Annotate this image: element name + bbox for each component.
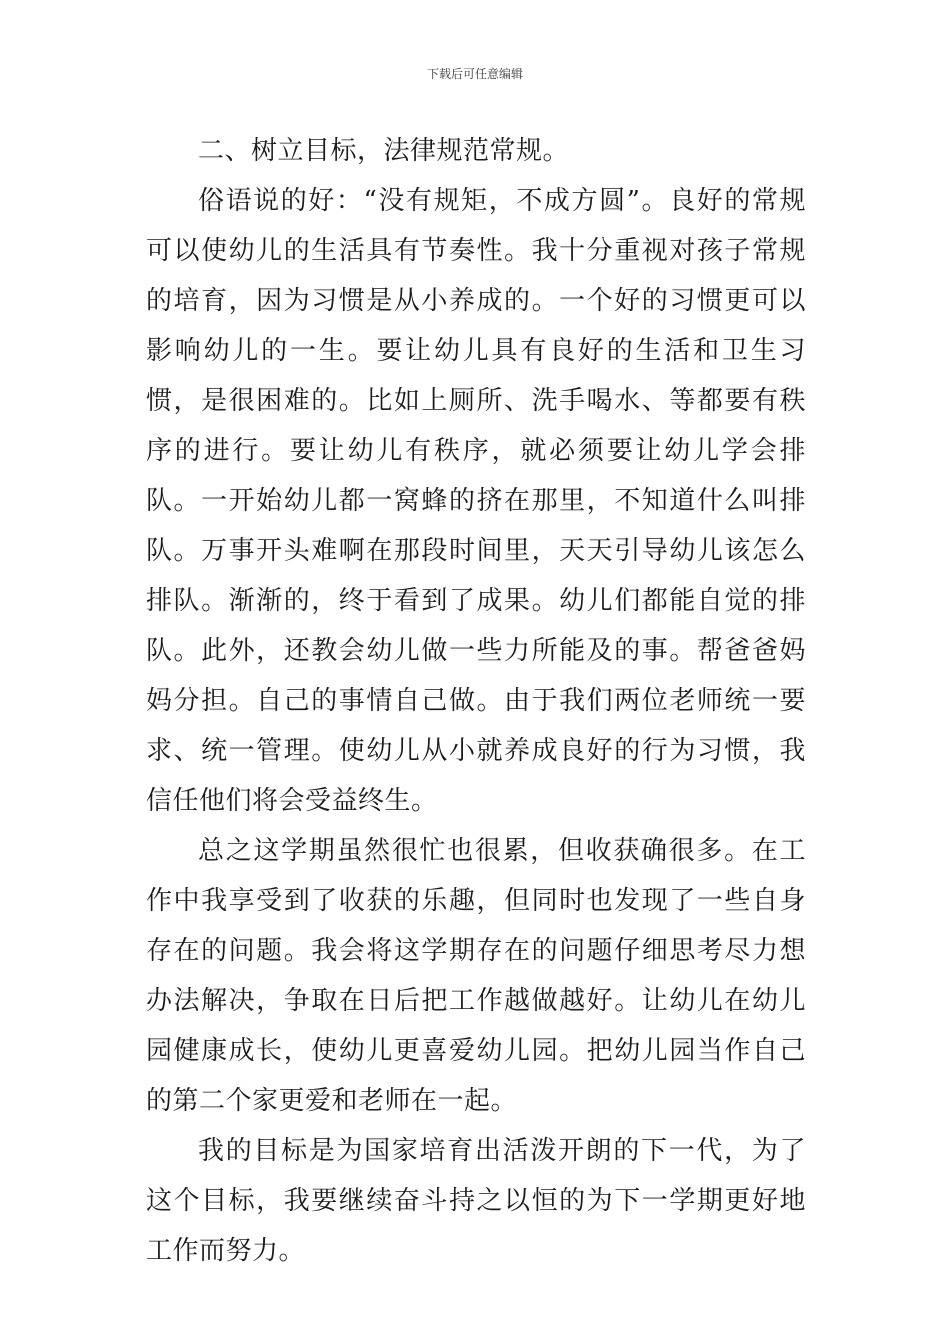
paragraph-goal: 我的目标是为国家培育出活泼开朗的下一代，为了这个目标，我要继续奋斗持之以恒的为下一学期更好地工作而努力。 (146, 1136, 806, 1266)
paragraph-summary: 总之这学期虽然很忙也很累，但收获确很多。在工作中我享受到了收获的乐趣，但同时也发现了一些自身存在的问题。我会将这学期存在的问题仔细思考尽力想办法解决，争取在日后把工作越做越好。让幼儿在幼儿园健康成长，使幼儿更喜爱幼儿园。把幼儿园当作自己的第二个家更爱和老师在一起。 (146, 836, 806, 1116)
document-body (146, 126, 806, 1276)
section-heading: 二、树立目标，法律规范常规。 (198, 136, 570, 166)
paragraph-routine: 俗语说的好：“没有规矩，不成方圆”。良好的常规可以使幼儿的生活具有节奏性。我十分重视对孩子常规的培育，因为习惯是从小养成的。一个好的习惯更可以影响幼儿的一生。要让幼儿具有良好的生活和卫生习惯，是很困难的。比如上厕所、洗手喝水、等都要有秩序的进行。要让幼儿有秩序，就必须要让幼儿学会排队。一开始幼儿都一窝蜂的挤在那里，不知道什么叫排队。万事开头难啊在那段时间里，天天引导幼儿该怎么排队。渐渐的，终于看到了成果。幼儿们都能自觉的排队。此外，还教会幼儿做一些力所能及的事。帮爸爸妈妈分担。自己的事情自己做。由于我们两位老师统一要求、统一管理。使幼儿从小就养成良好的行为习惯，我信任他们将会受益终生。 (146, 186, 806, 816)
page-header: 下载后可任意编辑 (426, 67, 523, 81)
